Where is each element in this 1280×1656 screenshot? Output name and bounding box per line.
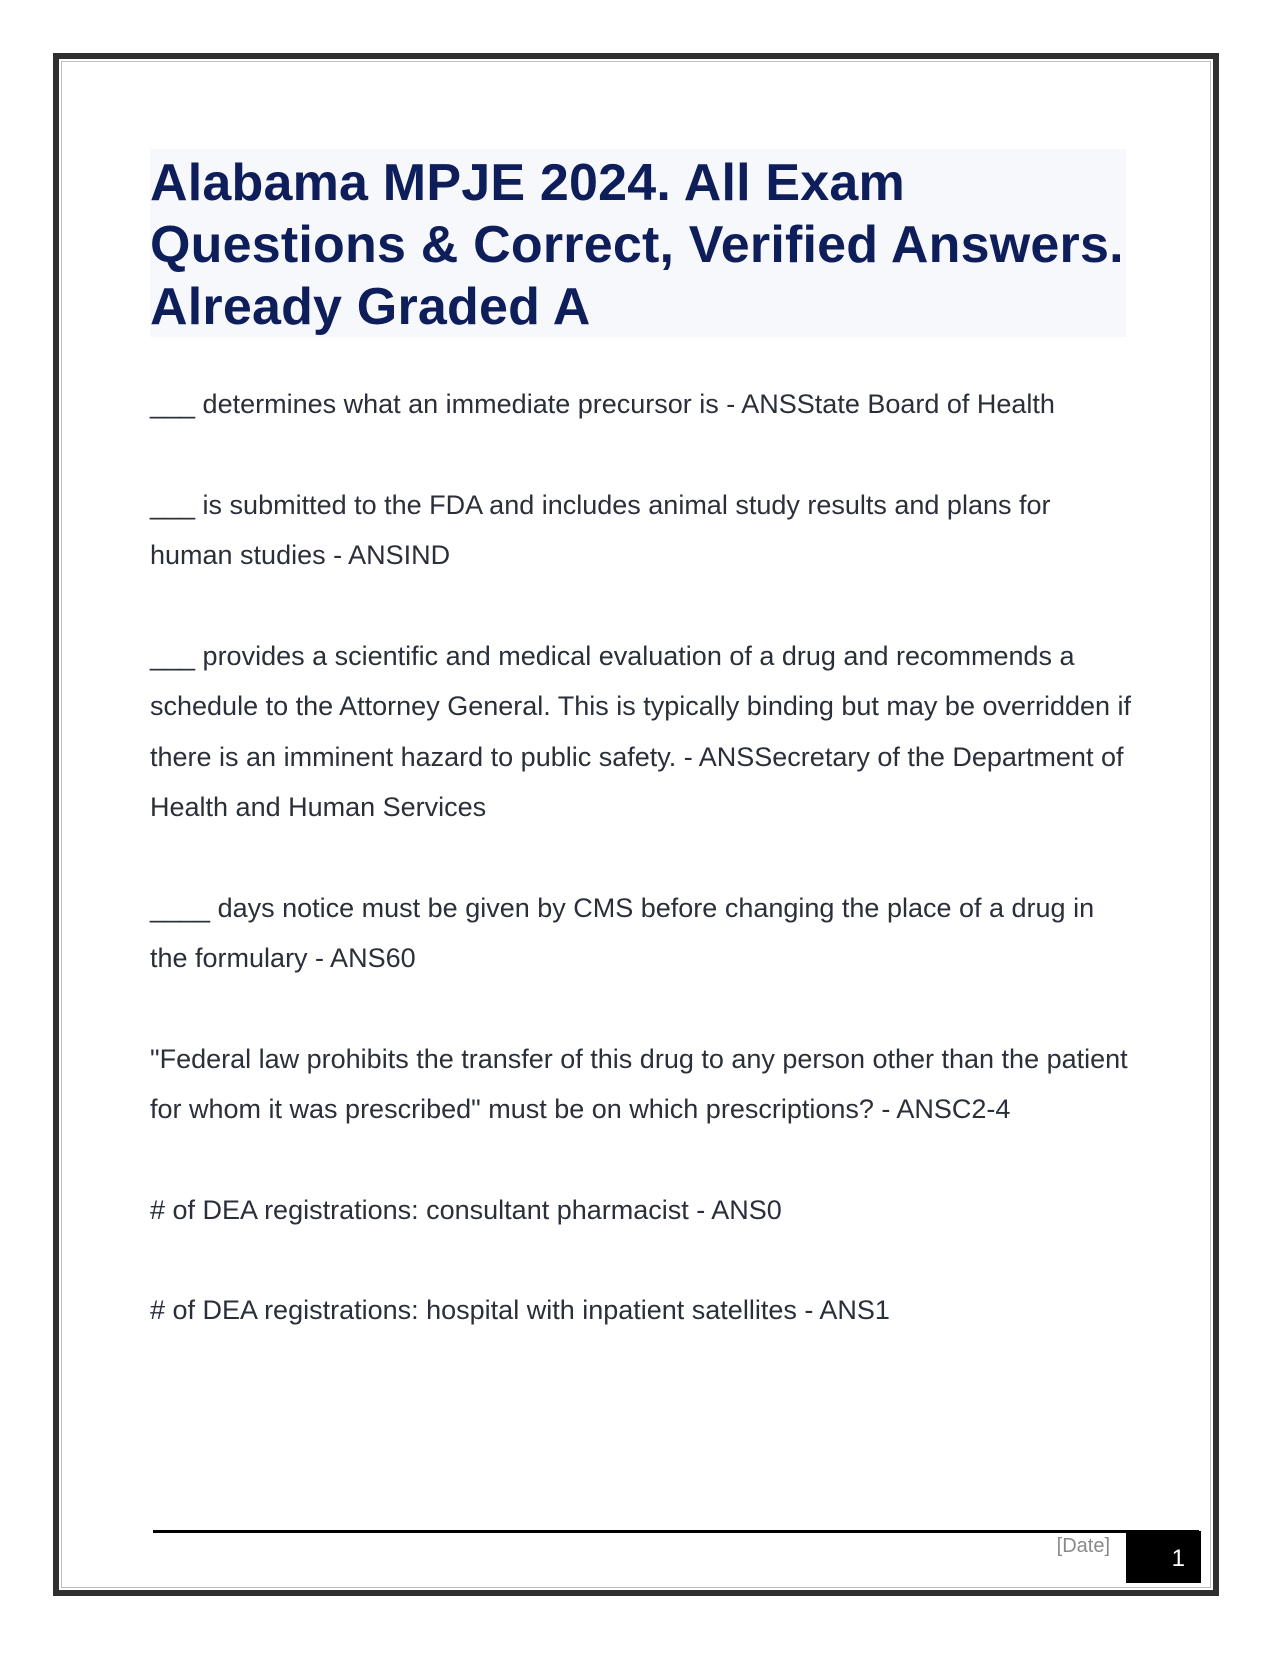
page-number: 1 [1171,1545,1185,1572]
qa-item: ____ days notice must be given by CMS before changing the place of a drug in the formulary - ANS60 [150,892,1095,973]
qa-item: ___ is submitted to the FDA and includes animal study results and plans for human studies - ANSIND [150,489,1051,570]
footer-date-placeholder: [Date] [1056,1535,1110,1557]
qa-list [150,379,1135,1386]
title-block [150,149,1126,337]
document-title: Alabama MPJE 2024. All Exam Questions & Correct, Verified Answers. Already Graded A [150,154,1124,336]
qa-item: # of DEA registrations: hospital with inpatient satellites - ANS1 [150,1295,890,1325]
qa-item: "Federal law prohibits the transfer of this drug to any person other than the patient for whom it was prescribed" must be on which prescriptions? - ANSC2-4 [150,1043,1128,1124]
qa-item: # of DEA registrations: consultant pharmacist - ANS0 [150,1194,782,1225]
page-number-box [1126,1531,1201,1583]
qa-item: ___ determines what an immediate precursor is - ANSState Board of Health [150,389,1055,419]
qa-item: ___ provides a scientific and medical evaluation of a drug and recommends a schedule to the Attorney General. This is typically binding but may be overridden if there is an imminent hazard to public safety. - ANSSecretary of the Department of Health and Human Services [150,640,1132,822]
